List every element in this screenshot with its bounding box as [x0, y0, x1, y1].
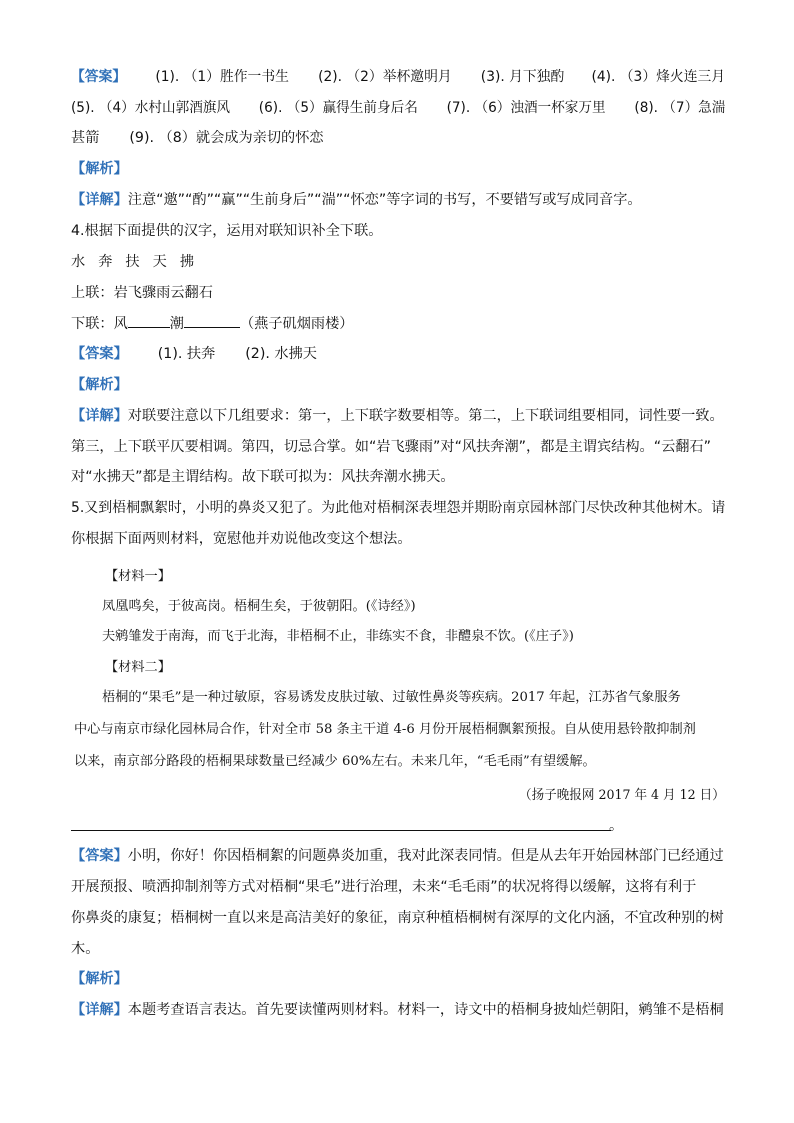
- detail-text: 注意“邀”“酌”“赢”“生前身后”“湍”“怀恋”等字词的书写，不要错写或写成同音字。: [127, 192, 642, 208]
- q5-answer-line-2: 开展预报、喷洒抑制剂等方式对梧桐“果毛”进行治理，未来“毛毛雨”的状况将得以缓解，这将有利于: [71, 879, 697, 895]
- answer-item: 甚箭: [71, 130, 100, 146]
- answer-blank-line: [71, 830, 611, 831]
- q4-analysis-tag: 【解析】: [71, 377, 128, 393]
- q3-detail: [71, 190, 642, 210]
- answer-item: (2). 水拂天: [245, 346, 317, 362]
- material-2-title: 【材料二】: [105, 660, 171, 675]
- q4-upper-couplet: 上联：岩飞骤雨云翻石: [71, 285, 213, 301]
- q3-answer-line-2: [71, 98, 725, 118]
- char: 扶: [125, 254, 140, 270]
- material-1-line-1: 凤凰鸣矣，于彼高岗。梧桐生矣，于彼朝阳。(《诗经》): [102, 599, 416, 614]
- material-1-title: 【材料一】: [105, 569, 171, 584]
- q5-analysis-tag: 【解析】: [71, 971, 128, 987]
- q5-answer-line-3: 你鼻炎的康复；梧桐树一直以来是高洁美好的象征，南京种植梧桐树有深厚的文化内涵，不宜改种别的树: [71, 910, 724, 926]
- material-1-line-2: 夫鹓雏发于南海，而飞于北海，非梧桐不止，非练实不食，非醴泉不饮。(《庄子》): [102, 629, 574, 644]
- q3-answer-line-3: [71, 128, 324, 148]
- q5-prompt-line-2: 你根据下面两则材料，宽慰他并劝说他改变这个想法。: [71, 531, 412, 547]
- answer-tag: 【答案】: [71, 848, 128, 864]
- material-2-line-3: 以来，南京部分路段的梧桐果球数量已经减少 60%左右。未来几年，“毛毛雨”有望缓解。: [74, 754, 596, 769]
- q4-detail-line-2: 第三，上下联平仄要相调。第四，切忌合掌。如“岩飞骤雨”对“风扶奔潮”，都是主谓宾结构。“云翻石”: [71, 439, 711, 455]
- q4-detail-line-3: 对“水拂天”都是主谓结构。故下联可拟为：风扶奔潮水拂天。: [71, 469, 455, 485]
- fill-blank: [184, 313, 240, 328]
- fill-blank: [128, 313, 170, 328]
- char: 水: [71, 254, 86, 270]
- answer-item: (9). （8）就会成为亲切的怀恋: [129, 130, 324, 146]
- q3-analysis-tag: 【解析】: [71, 161, 128, 177]
- answer-tag: 【答案】: [71, 69, 127, 85]
- q4-detail-line-1: 【详解】对联要注意以下几组要求：第一，上下联字数要相等。第二，上下联词组要相同，词性要一致。: [71, 408, 724, 424]
- answer-item: (8). （7）急湍: [634, 100, 726, 116]
- detail-tag: 【详解】: [71, 1002, 128, 1018]
- char: 天: [152, 254, 167, 270]
- q3-answer-line-1: [71, 67, 725, 87]
- q5-answer-line-1: 【答案】小明，你好！你因梧桐絮的问题鼻炎加重，我对此深表同情。但是从去年开始园林部门已经通过: [71, 848, 724, 864]
- answer-item: (1). （1）胜作一书生: [155, 69, 289, 85]
- answer-item: (5). （4）水村山郭酒旗风: [71, 100, 231, 116]
- material-2-source: （扬子晚报网 2017 年 4 月 12 日）: [519, 788, 725, 803]
- detail-tag: 【详解】: [71, 408, 128, 424]
- char: 奔: [98, 254, 113, 270]
- answer-item: (7). （6）浊酒一杯家万里: [446, 100, 606, 116]
- q4-prompt: 4.根据下面提供的汉字，运用对联知识补全下联。: [71, 223, 383, 239]
- q5-answer-line-4: 木。: [71, 941, 100, 957]
- q4-char-list: [71, 252, 194, 272]
- blank-period: 。: [609, 818, 624, 834]
- q5-prompt-line-1: 5.又到梧桐飘絮时，小明的鼻炎又犯了。为此他对梧桐深表埋怨并期盼南京园林部门尽快改种其他树木。请: [71, 500, 726, 516]
- material-2-line-2: 中心与南京市绿化园林局合作，针对全市 58 条主干道 4-6 月份开展梧桐飘絮预报。自从使用悬铃散抑制剂: [74, 722, 696, 737]
- answer-tag: 【答案】: [71, 346, 128, 362]
- answer-item: (4). （3）烽火连三月: [591, 69, 726, 85]
- answer-item: (1). 扶奔: [157, 346, 216, 362]
- answer-item: (6). （5）赢得生前身后名: [258, 100, 418, 116]
- answer-item: (2). （2）举杯邀明月: [318, 69, 452, 85]
- q4-lower-couplet: 下联：风 潮 （燕子矶烟雨楼）: [71, 313, 353, 334]
- material-2-line-1: 梧桐的“果毛”是一种过敏原，容易诱发皮肤过敏、过敏性鼻炎等疾病。2017 年起，江苏省气象服务: [102, 690, 681, 705]
- q5-detail: 【详解】本题考查语言表达。首先要读懂两则材料。材料一，诗文中的梧桐身披灿烂朝阳，鹓雏不是梧桐: [71, 1002, 724, 1018]
- q4-answer: [71, 344, 317, 364]
- char: 拂: [179, 254, 195, 270]
- detail-tag: 【详解】: [71, 192, 128, 208]
- answer-item: (3). 月下独酌: [480, 69, 565, 85]
